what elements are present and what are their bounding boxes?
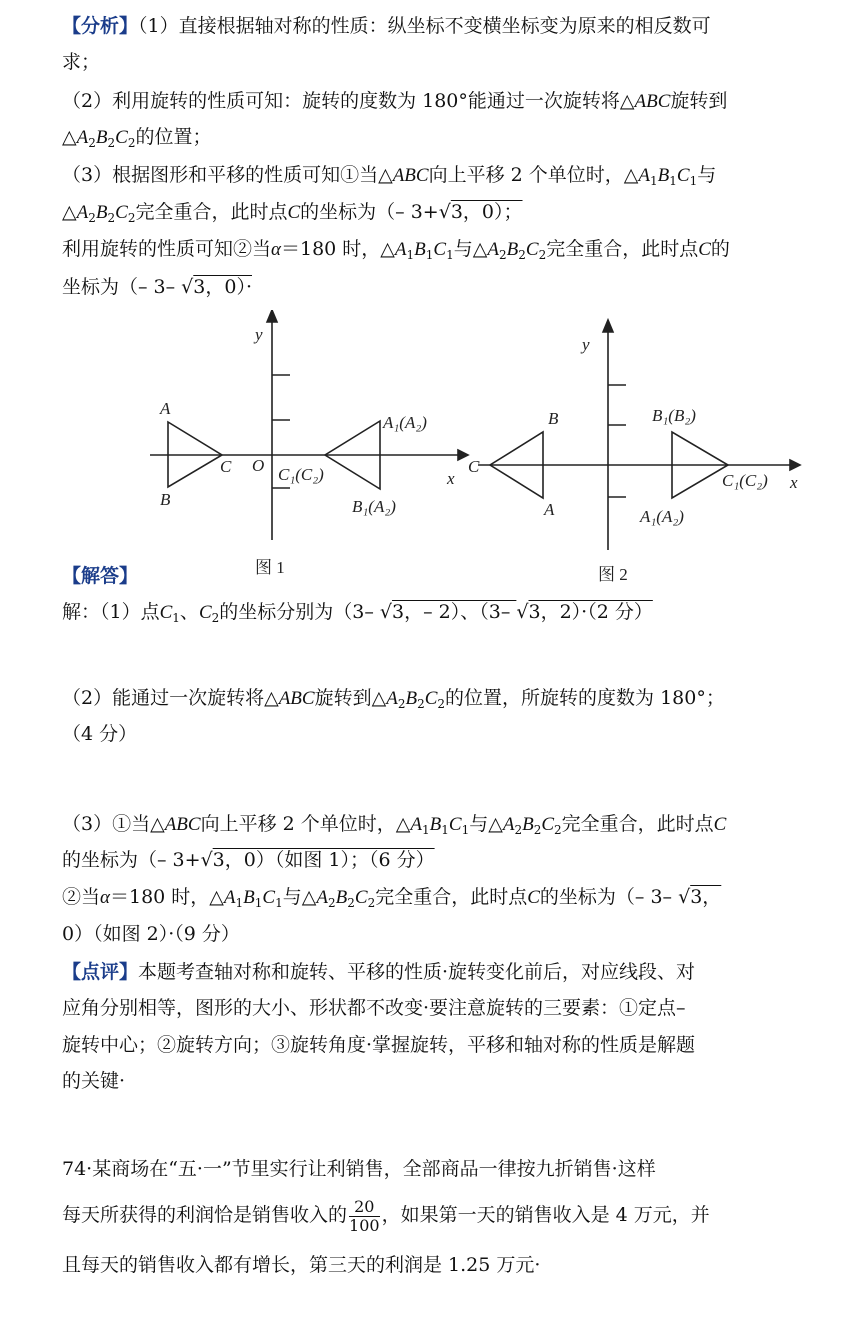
math-symbol: C [448, 814, 462, 835]
figure-area [0, 310, 851, 590]
math-symbol: A [223, 887, 236, 908]
sqrt-value: 3，0）； [450, 201, 523, 223]
subscript: 2 [88, 211, 96, 225]
subscript: 2 [107, 211, 116, 225]
fig1-label-y: y [255, 325, 263, 344]
solution-tag: 【解答】 [62, 565, 139, 587]
subscript: 2 [367, 896, 376, 910]
subscript: 1 [649, 174, 658, 188]
fig2-label-y: y [582, 335, 590, 354]
math-symbol: C [262, 887, 276, 908]
math-symbol: α [100, 887, 110, 908]
subscript: 2 [554, 823, 562, 837]
fig1-label-x: x [447, 469, 455, 488]
fig2-label-a: A [544, 500, 555, 519]
analysis-line-7 [62, 237, 730, 267]
fig2-label-c1c2: C₁(C₂) [722, 471, 768, 490]
comment-text: 的关键· [62, 1070, 126, 1092]
solution-text: 0）（如图 2）·（9 分） [62, 923, 240, 945]
math-symbol: A [76, 202, 89, 223]
comment-line-3 [62, 1033, 695, 1057]
fig1-caption: 图 1 [255, 558, 285, 577]
analysis-line-4: $\triangle A_2B_2C_2$的位置； [62, 126, 212, 150]
subscript: 2 [417, 697, 425, 711]
math-symbol: B [429, 814, 442, 835]
math-symbol: C [424, 688, 438, 709]
comment-tag: 【点评】 [62, 961, 139, 983]
subscript: 1 [275, 896, 283, 910]
fig2-y-arrow [603, 320, 613, 332]
math-symbol: A [394, 239, 407, 260]
fraction-numerator: 20 [349, 1198, 380, 1217]
math-symbol: C [713, 814, 727, 835]
subscript: 1 [689, 174, 698, 188]
subscript: 2 [514, 823, 523, 837]
analysis-line-3 [62, 89, 727, 114]
subscript: 2 [437, 697, 446, 711]
math-symbol: B [95, 127, 108, 148]
problem-text: 且每天的销售收入都有增长，第三天的利润是 1.25 万元· [62, 1254, 541, 1276]
fig2-label-b: B [548, 409, 559, 428]
subscript: 1 [446, 248, 454, 262]
math-symbol: B [243, 887, 255, 908]
comment-text: 旋转中心；②旋转方向；③旋转角度·掌握旋转，平移和轴对称的性质是解题 [62, 1034, 696, 1056]
subscript: 2 [127, 211, 136, 225]
fig1-y-arrow [267, 310, 277, 322]
subscript: 1 [441, 823, 449, 837]
subscript: 2 [107, 136, 116, 150]
solution-line-6: ②当α＝180 时，$\triangle A_1B_1C_1$与$\triangle A_2B_2C_2$完全重合，此时点C的坐标为（– 3– √3， [62, 886, 722, 910]
analysis-text: （3）根据图形和平移的性质可知①当△ [62, 164, 393, 186]
math-symbol: ABC [634, 91, 671, 112]
analysis-line-8: 坐标为（– 3– √3，0）· [62, 276, 252, 298]
math-symbol: C [698, 239, 711, 260]
solution-text: 完全重合，此时点 [375, 886, 528, 908]
sqrt-value: 3，0）· [193, 276, 252, 298]
math-symbol: α [271, 239, 281, 260]
solution-line-2 [62, 686, 725, 716]
math-symbol: A [502, 814, 515, 835]
subscript: 2 [518, 248, 526, 262]
subscript: 2 [127, 136, 136, 150]
math-symbol: B [657, 165, 670, 186]
math-symbol: B [506, 239, 519, 260]
subscript: 1 [172, 611, 180, 625]
solution-text: ＝180 时，△ [110, 886, 224, 908]
fig1-label-a: A [160, 399, 171, 418]
problem74-line-3 [62, 1253, 540, 1277]
subscript: 2 [533, 823, 542, 837]
math-symbol: B [414, 239, 426, 260]
math-symbol: B [95, 202, 108, 223]
fig1-label-c: C [220, 457, 232, 476]
analysis-line-5 [62, 163, 716, 193]
analysis-text: 旋转到 [670, 90, 728, 112]
fig1-label-o: O [252, 456, 265, 475]
solution-text: 的坐标为（– 3+ [62, 849, 201, 871]
solution-text: 旋转到△ [314, 687, 387, 709]
problem-text: 74·某商场在“五·一”节里实行让利销售，全部商品一律按九折销售·这样 [62, 1158, 656, 1180]
fig2-label-a1a2: A₁(A₂) [640, 507, 684, 526]
subscript: 2 [538, 248, 547, 262]
comment-text: 本题考查轴对称和旋转、平移的性质·旋转变化前后，对应线段、对 [138, 961, 696, 983]
analysis-tag: 【分析】 [62, 15, 139, 37]
subscript: 1 [669, 174, 677, 188]
math-symbol: B [405, 688, 418, 709]
fraction-denominator: 100 [349, 1215, 380, 1235]
analysis-text: 与△ [453, 238, 488, 260]
solution-text: 完全重合，此时点 [561, 813, 714, 835]
solution-text: （4 分） [62, 723, 138, 745]
math-symbol: C [159, 602, 173, 623]
solution-text: 向上平移 2 个单位时，△ [200, 813, 411, 835]
comment-line-1 [62, 960, 695, 984]
analysis-text: 求； [62, 51, 101, 73]
sqrt-value: 3，2）·（2 分） [528, 601, 653, 623]
solution-tag-line [62, 564, 138, 588]
problem74-line-1 [62, 1157, 656, 1181]
analysis-text: 利用旋转的性质可知②当 [62, 238, 272, 260]
math-symbol: A [638, 165, 650, 186]
solution-text: （2）能通过一次旋转将△ [62, 687, 279, 709]
math-symbol: A [386, 688, 398, 709]
math-symbol: ABC [278, 688, 315, 709]
subscript: 1 [461, 823, 470, 837]
solution-text: 的坐标分别为（3– [219, 601, 380, 623]
analysis-line-1 [62, 14, 711, 38]
solution-text: ②当 [62, 886, 101, 908]
fig1-label-a1a2: A₁(A₂) [383, 413, 427, 432]
analysis-text: 向上平移 2 个单位时，△ [428, 164, 639, 186]
analysis-text: （1）直接根据轴对称的性质：纵坐标不变横坐标变为原来的相反数可 [138, 15, 711, 37]
comment-text: 应角分别相等，图形的大小、形状都不改变·要注意旋转的三要素：①定点– [62, 997, 686, 1019]
solution-text: （3）①当△ [62, 813, 165, 835]
math-symbol: C [527, 887, 540, 908]
fig1-label-c1c2: C₁(C₂) [278, 465, 324, 484]
math-symbol: C [287, 202, 301, 223]
subscript: 2 [498, 248, 507, 262]
math-symbol: C [676, 165, 690, 186]
analysis-text: 的 [710, 238, 730, 260]
analysis-text: 与 [697, 164, 717, 186]
subscript: 2 [327, 896, 336, 910]
subscript: 2 [211, 611, 220, 625]
math-symbol: C [115, 127, 128, 148]
subscript: 1 [254, 896, 263, 910]
math-symbol: C [525, 239, 539, 260]
subscript: 1 [406, 248, 415, 262]
subscript: 1 [421, 823, 430, 837]
solution-text: 与△ [282, 886, 317, 908]
analysis-text: ＝180 时，△ [281, 238, 395, 260]
comment-line-4 [62, 1069, 125, 1093]
analysis-line-6: $\triangle A_2B_2C_2$完全重合，此时点C的坐标为（– 3+√3，0）； [62, 201, 523, 225]
math-symbol: C [354, 887, 368, 908]
solution-text: 的位置，所旋转的度数为 180°； [445, 687, 725, 709]
fig2-label-b1b2: B₁(B₂) [652, 406, 696, 425]
math-symbol: B [335, 887, 348, 908]
math-symbol: A [76, 127, 89, 148]
math-symbol: C [115, 202, 128, 223]
sqrt-value: 3， [690, 886, 722, 908]
solution-text: 解：（1）点 [62, 601, 160, 623]
analysis-line-2 [62, 50, 100, 74]
math-symbol: C [433, 239, 447, 260]
math-symbol: ABC [164, 814, 201, 835]
problem74-line-2 [62, 1195, 710, 1235]
subscript: 1 [235, 896, 244, 910]
analysis-text: 完全重合，此时点 [546, 238, 699, 260]
solution-line-4 [62, 812, 726, 842]
fig2-label-x: x [790, 473, 798, 492]
subscript: 2 [88, 136, 96, 150]
subscript: 2 [397, 697, 406, 711]
solution-text: 与△ [469, 813, 503, 835]
comment-line-2 [62, 996, 686, 1020]
solution-line-5: 的坐标为（– 3+√3，0）（如图 1）；（6 分） [62, 849, 435, 871]
analysis-text: （2）利用旋转的性质可知：旋转的度数为 180°能通过一次旋转将△ [62, 90, 635, 112]
sqrt-value: 3，– 2）、（3– [392, 601, 517, 623]
analysis-text: 坐标为（– 3– [62, 276, 182, 298]
math-symbol: A [487, 239, 499, 260]
solution-text: 的坐标为（– 3– [539, 886, 679, 908]
analysis-text: 的坐标为（– 3+ [300, 201, 439, 223]
math-symbol: A [410, 814, 422, 835]
fig1-label-b1a2: B₁(A₂) [352, 497, 396, 516]
math-symbol: A [316, 887, 328, 908]
fraction [349, 1198, 380, 1235]
math-symbol: C [198, 602, 212, 623]
math-symbol: ABC [392, 165, 429, 186]
fig1-x-arrow [458, 450, 468, 460]
subscript: 2 [347, 896, 355, 910]
analysis-text: 完全重合，此时点 [135, 201, 288, 223]
problem-text: ，如果第一天的销售收入是 4 万元，并 [381, 1204, 710, 1226]
solution-line-1: 解：（1）点$C_1$、$C_2$的坐标分别为（3– √3，– 2）、（3– √3，2）·（2 分） [62, 601, 653, 625]
fig2-label-c: C [468, 457, 480, 476]
sqrt-value: 3，0）（如图 1）；（6 分） [212, 849, 435, 871]
solution-line-3 [62, 722, 137, 746]
math-symbol: B [522, 814, 534, 835]
math-symbol: C [541, 814, 555, 835]
analysis-text: 的位置； [135, 126, 212, 148]
solution-line-7 [62, 922, 240, 946]
subscript: 1 [425, 248, 434, 262]
fig1-label-b: B [160, 490, 171, 509]
fig2-x-arrow [790, 460, 800, 470]
problem-text: 每天所获得的利润恰是销售收入的 [62, 1204, 348, 1226]
fig2-caption: 图 2 [598, 565, 628, 584]
solution-text: 、 [179, 601, 199, 623]
